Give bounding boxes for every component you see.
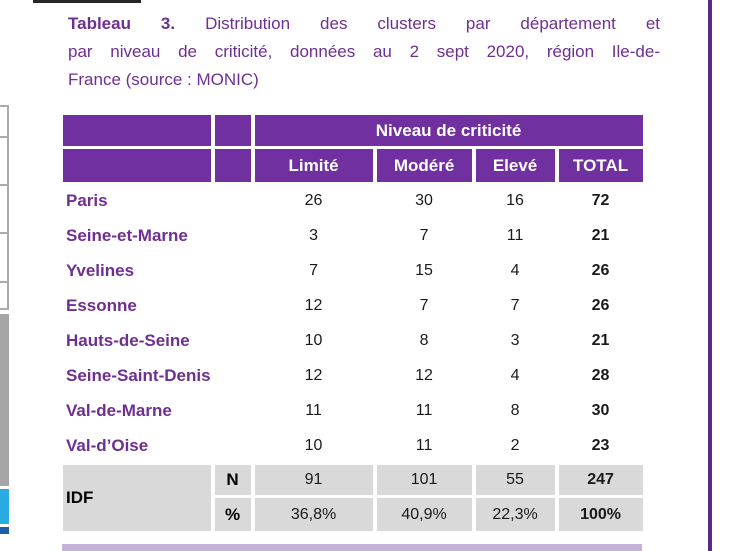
caption-title: Tableau 3. xyxy=(68,14,176,33)
cell-value: 3 xyxy=(309,227,318,244)
cell-value: 11 xyxy=(415,402,433,419)
summary-pct-label: % xyxy=(215,498,251,531)
header-empty-cell xyxy=(215,149,251,182)
cell-value: 8 xyxy=(510,402,520,419)
table-row xyxy=(63,430,643,462)
summary-n-label: N xyxy=(215,465,251,495)
cell-value: 11 xyxy=(415,437,433,454)
cell-value: 12 xyxy=(415,367,433,384)
dept-name: Seine-Saint-Denis xyxy=(66,366,211,385)
row-total: 23 xyxy=(591,437,610,454)
left-margin-gridline xyxy=(0,105,9,107)
row-total: 26 xyxy=(591,297,610,314)
dept-name: Hauts-de-Seine xyxy=(66,331,190,350)
table-row xyxy=(63,325,643,357)
top-edge-cutoff-rule xyxy=(33,0,141,3)
cell-value: 10 xyxy=(304,332,323,349)
cell-value: 3 xyxy=(510,332,520,349)
table-row xyxy=(63,395,643,427)
criticality-table xyxy=(59,112,647,534)
cell-value: 26 xyxy=(304,192,323,209)
table-row xyxy=(63,255,643,287)
row-total: 26 xyxy=(591,262,610,279)
cell-value: 15 xyxy=(415,262,433,279)
row-total: 21 xyxy=(591,332,610,349)
summary-value: 36,8% xyxy=(255,498,373,531)
summary-region-label: IDF xyxy=(63,465,211,531)
next-section-cutoff-band xyxy=(62,544,642,551)
summary-value: 55 xyxy=(476,465,555,495)
summary-value: 91 xyxy=(255,465,373,495)
left-margin-gridline xyxy=(0,184,9,186)
page-vertical-rule xyxy=(708,0,712,551)
cell-value: 16 xyxy=(506,192,524,209)
col-header-limite: Limité xyxy=(255,149,373,182)
cell-value: 11 xyxy=(305,402,322,419)
cell-value: 7 xyxy=(510,297,520,314)
caption-line-2: par niveau de criticité, données au 2 sept 2020, région Ile-de- xyxy=(68,42,660,61)
caption-line-3: France (source : MONIC) xyxy=(68,70,259,89)
dept-name: Seine-et-Marne xyxy=(66,226,188,245)
left-margin-gridline xyxy=(0,308,9,310)
cell-value: 7 xyxy=(419,227,429,244)
left-margin-gray-bar xyxy=(0,314,9,486)
table-row xyxy=(63,185,643,217)
row-total: 28 xyxy=(591,367,610,384)
cell-value: 8 xyxy=(419,332,429,349)
cell-value: 2 xyxy=(510,437,520,454)
cell-value: 12 xyxy=(304,297,323,314)
header-group-row xyxy=(63,115,643,146)
header-empty-cell xyxy=(63,149,211,182)
cell-value: 12 xyxy=(304,367,323,384)
table-row xyxy=(63,290,643,322)
cell-value: 11 xyxy=(506,227,524,244)
left-margin-gridline xyxy=(0,281,9,283)
col-header-total: TOTAL xyxy=(559,149,643,182)
summary-total: 100% xyxy=(559,498,643,531)
dept-name: Paris xyxy=(66,191,108,210)
summary-row-n xyxy=(63,465,643,495)
row-total: 72 xyxy=(591,192,610,209)
left-margin-blue-bar xyxy=(0,489,9,524)
header-columns-row xyxy=(63,149,643,182)
cell-value: 30 xyxy=(415,192,433,209)
left-margin-darkblue-bar xyxy=(0,527,9,534)
summary-total: 247 xyxy=(559,465,643,495)
dept-name: Val-d’Oise xyxy=(66,436,149,455)
row-total: 21 xyxy=(591,227,610,244)
cell-value: 4 xyxy=(510,367,520,384)
header-empty-cell xyxy=(63,115,211,146)
left-margin-gridline xyxy=(0,136,9,138)
cell-value: 7 xyxy=(309,262,318,279)
dept-name: Yvelines xyxy=(66,261,135,280)
row-total: 30 xyxy=(591,402,610,419)
col-header-modere: Modéré xyxy=(377,149,472,182)
table-row xyxy=(63,220,643,252)
header-empty-cell xyxy=(215,115,251,146)
group-header: Niveau de criticité xyxy=(255,115,643,146)
summary-value: 22,3% xyxy=(476,498,555,531)
left-margin-gridline xyxy=(0,232,9,234)
table-caption xyxy=(68,10,660,94)
summary-value: 40,9% xyxy=(377,498,472,531)
cell-value: 7 xyxy=(419,297,429,314)
dept-name: Val-de-Marne xyxy=(66,401,172,420)
cell-value: 10 xyxy=(304,437,323,454)
cell-value: 4 xyxy=(510,262,520,279)
col-header-eleve: Elevé xyxy=(476,149,555,182)
dept-name: Essonne xyxy=(66,296,137,315)
table-row xyxy=(63,360,643,392)
caption-line-1: Tableau 3. Distribution des clusters par département et xyxy=(68,14,660,33)
summary-value: 101 xyxy=(377,465,472,495)
